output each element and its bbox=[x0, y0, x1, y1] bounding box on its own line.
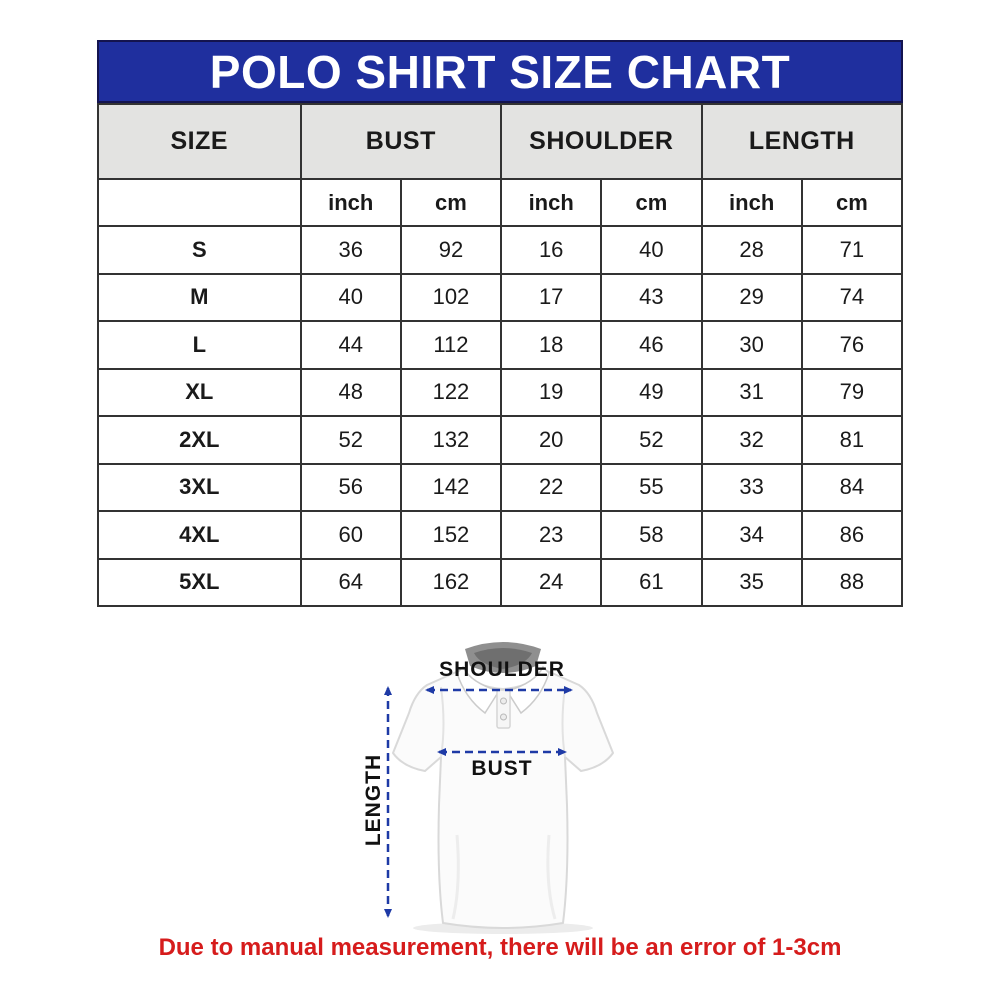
column-header-length: LENGTH bbox=[702, 104, 902, 179]
value-cell: 34 bbox=[702, 511, 802, 559]
value-cell: 84 bbox=[802, 464, 902, 512]
size-cell: 3XL bbox=[98, 464, 301, 512]
value-cell: 58 bbox=[601, 511, 701, 559]
value-cell: 112 bbox=[401, 321, 501, 369]
length-label: LENGTH bbox=[362, 753, 385, 847]
table-row-3xl bbox=[98, 464, 902, 512]
size-cell: 5XL bbox=[98, 559, 301, 607]
size-cell: S bbox=[98, 226, 301, 274]
value-cell: 76 bbox=[802, 321, 902, 369]
value-cell: 22 bbox=[501, 464, 601, 512]
value-cell: 81 bbox=[802, 416, 902, 464]
unit-header: inch bbox=[702, 179, 802, 226]
value-cell: 17 bbox=[501, 274, 601, 322]
size-table-body bbox=[98, 226, 902, 606]
value-cell: 24 bbox=[501, 559, 601, 607]
size-table bbox=[97, 103, 903, 607]
value-cell: 52 bbox=[601, 416, 701, 464]
value-cell: 102 bbox=[401, 274, 501, 322]
table-row-m bbox=[98, 274, 902, 322]
table-row-5xl bbox=[98, 559, 902, 607]
size-cell: L bbox=[98, 321, 301, 369]
value-cell: 71 bbox=[802, 226, 902, 274]
column-header-bust: BUST bbox=[301, 104, 501, 179]
value-cell: 28 bbox=[702, 226, 802, 274]
table-row-s bbox=[98, 226, 902, 274]
unit-header: cm bbox=[401, 179, 501, 226]
size-chart-block bbox=[97, 40, 903, 607]
value-cell: 32 bbox=[702, 416, 802, 464]
value-cell: 43 bbox=[601, 274, 701, 322]
value-cell: 36 bbox=[301, 226, 401, 274]
unit-header: inch bbox=[501, 179, 601, 226]
value-cell: 20 bbox=[501, 416, 601, 464]
value-cell: 18 bbox=[501, 321, 601, 369]
value-cell: 56 bbox=[301, 464, 401, 512]
value-cell: 92 bbox=[401, 226, 501, 274]
value-cell: 122 bbox=[401, 369, 501, 417]
value-cell: 162 bbox=[401, 559, 501, 607]
value-cell: 16 bbox=[501, 226, 601, 274]
measurement-diagram bbox=[330, 628, 675, 948]
value-cell: 49 bbox=[601, 369, 701, 417]
column-header-size: SIZE bbox=[98, 104, 301, 179]
value-cell: 33 bbox=[702, 464, 802, 512]
unit-header: cm bbox=[601, 179, 701, 226]
size-cell: 2XL bbox=[98, 416, 301, 464]
table-row-l bbox=[98, 321, 902, 369]
value-cell: 35 bbox=[702, 559, 802, 607]
value-cell: 55 bbox=[601, 464, 701, 512]
value-cell: 132 bbox=[401, 416, 501, 464]
value-cell: 40 bbox=[301, 274, 401, 322]
value-cell: 46 bbox=[601, 321, 701, 369]
value-cell: 60 bbox=[301, 511, 401, 559]
value-cell: 40 bbox=[601, 226, 701, 274]
column-header-shoulder: SHOULDER bbox=[501, 104, 701, 179]
table-row-2xl bbox=[98, 416, 902, 464]
value-cell: 142 bbox=[401, 464, 501, 512]
value-cell: 64 bbox=[301, 559, 401, 607]
size-cell: M bbox=[98, 274, 301, 322]
value-cell: 79 bbox=[802, 369, 902, 417]
measurement-error-note: Due to manual measurement, there will be an error of 1-3cm bbox=[158, 934, 842, 961]
chart-title-bar bbox=[97, 40, 903, 103]
table-row-xl bbox=[98, 369, 902, 417]
value-cell: 48 bbox=[301, 369, 401, 417]
table-row-4xl bbox=[98, 511, 902, 559]
value-cell: 31 bbox=[702, 369, 802, 417]
size-cell: XL bbox=[98, 369, 301, 417]
unit-header: cm bbox=[802, 179, 902, 226]
shoulder-label: SHOULDER bbox=[439, 658, 565, 681]
value-cell: 19 bbox=[501, 369, 601, 417]
value-cell: 30 bbox=[702, 321, 802, 369]
value-cell: 86 bbox=[802, 511, 902, 559]
value-cell: 52 bbox=[301, 416, 401, 464]
value-cell: 152 bbox=[401, 511, 501, 559]
value-cell: 88 bbox=[802, 559, 902, 607]
value-cell: 61 bbox=[601, 559, 701, 607]
unit-header-empty bbox=[98, 179, 301, 226]
bust-label: BUST bbox=[471, 757, 533, 780]
value-cell: 23 bbox=[501, 511, 601, 559]
value-cell: 44 bbox=[301, 321, 401, 369]
value-cell: 74 bbox=[802, 274, 902, 322]
value-cell: 29 bbox=[702, 274, 802, 322]
size-cell: 4XL bbox=[98, 511, 301, 559]
page-title: POLO SHIRT SIZE CHART bbox=[209, 45, 791, 98]
size-table-head bbox=[98, 104, 902, 226]
unit-header: inch bbox=[301, 179, 401, 226]
